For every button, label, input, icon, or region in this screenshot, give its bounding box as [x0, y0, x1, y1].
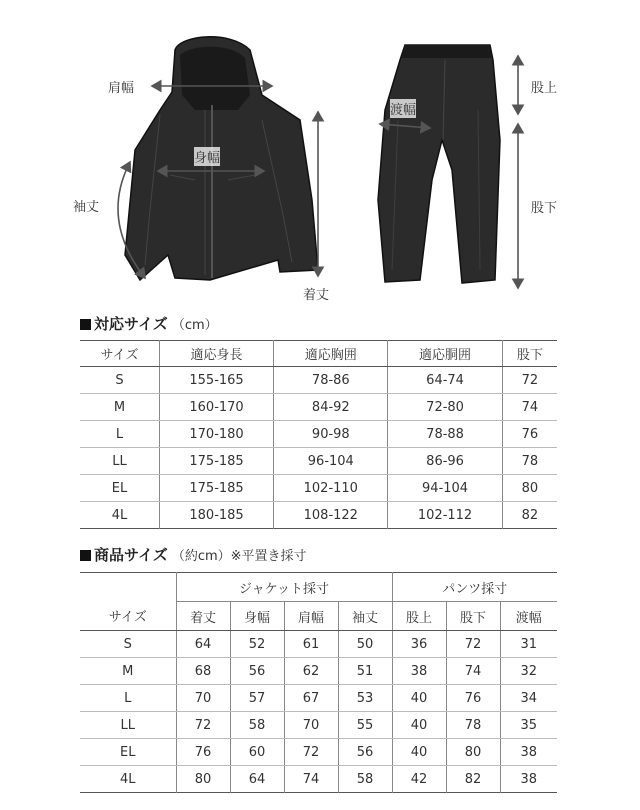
cell: 84-92	[274, 394, 388, 421]
cell: 40	[392, 712, 446, 739]
table-row	[80, 475, 557, 502]
cell: 58	[338, 766, 392, 793]
table-row	[80, 658, 557, 685]
table-row	[80, 421, 557, 448]
cell: 78	[502, 448, 557, 475]
cell: 102-112	[388, 502, 502, 529]
cell: 180-185	[159, 502, 273, 529]
label-sleeve: 袖丈	[73, 200, 100, 215]
cell: 34	[500, 685, 557, 712]
header-cell: 股上	[392, 602, 446, 631]
header-cell: 身幅	[230, 602, 284, 631]
product-size-table	[80, 572, 557, 793]
cell: LL	[80, 712, 176, 739]
cell: 74	[502, 394, 557, 421]
table-row	[80, 448, 557, 475]
table-row	[80, 766, 557, 793]
cell: 76	[502, 421, 557, 448]
cell: 58	[230, 712, 284, 739]
cell: L	[80, 685, 176, 712]
cell: 74	[446, 658, 500, 685]
header-cell: 適応身長	[159, 341, 273, 367]
cell: 40	[392, 739, 446, 766]
header-cell: サイズ	[80, 341, 159, 367]
cell: 51	[338, 658, 392, 685]
cell: 175-185	[159, 448, 273, 475]
table-row	[80, 367, 557, 394]
size-table-title: 対応サイズ （cm）	[80, 313, 218, 334]
cell: 52	[230, 631, 284, 658]
cell: 72	[176, 712, 230, 739]
cell: EL	[80, 739, 176, 766]
cell: 72	[284, 739, 338, 766]
cell: 40	[392, 685, 446, 712]
cell: 78	[446, 712, 500, 739]
square-bullet-icon	[80, 550, 91, 561]
measurement-diagram	[0, 0, 640, 305]
cell: 61	[284, 631, 338, 658]
group-header-pants: パンツ採寸	[392, 573, 557, 602]
cell: 72-80	[388, 394, 502, 421]
pants-image	[378, 45, 500, 283]
cell: 108-122	[274, 502, 388, 529]
product-table-title: 商品サイズ （約cm）※平置き採寸	[80, 544, 307, 565]
cell: 38	[500, 766, 557, 793]
cell: 86-96	[388, 448, 502, 475]
cell: EL	[80, 475, 159, 502]
cell: LL	[80, 448, 159, 475]
cell: 70	[284, 712, 338, 739]
cell: 94-104	[388, 475, 502, 502]
cell: 155-165	[159, 367, 273, 394]
cell: M	[80, 394, 159, 421]
cell: 38	[500, 739, 557, 766]
label-chest: 身幅	[194, 147, 220, 166]
cell: 56	[230, 658, 284, 685]
table-row	[80, 739, 557, 766]
cell: 55	[338, 712, 392, 739]
cell: 57	[230, 685, 284, 712]
header-cell: サイズ	[80, 602, 176, 631]
empty-cell	[80, 573, 176, 602]
cell: 80	[502, 475, 557, 502]
cell: 50	[338, 631, 392, 658]
jacket-image	[125, 37, 318, 280]
cell: 72	[502, 367, 557, 394]
cell: S	[80, 367, 159, 394]
cell: 90-98	[274, 421, 388, 448]
cell: 56	[338, 739, 392, 766]
cell: 170-180	[159, 421, 273, 448]
header-cell: 袖丈	[338, 602, 392, 631]
cell: 70	[176, 685, 230, 712]
cell: M	[80, 658, 176, 685]
header-cell: 股下	[446, 602, 500, 631]
cell: 53	[338, 685, 392, 712]
cell: 36	[392, 631, 446, 658]
cell: 82	[446, 766, 500, 793]
cell: 74	[284, 766, 338, 793]
label-thigh: 渡幅	[390, 99, 416, 118]
cell: 67	[284, 685, 338, 712]
group-header-jacket: ジャケット採寸	[176, 573, 392, 602]
header-cell: 股下	[502, 341, 557, 367]
cell: 4L	[111, 507, 128, 523]
square-bullet-icon	[80, 319, 91, 330]
cell: 62	[284, 658, 338, 685]
cell: 80	[446, 739, 500, 766]
header-cell: 適応胴囲	[388, 341, 502, 367]
table-row	[80, 502, 557, 529]
header-cell: 肩幅	[284, 602, 338, 631]
cell: 38	[392, 658, 446, 685]
cell: 64	[230, 766, 284, 793]
product-figure	[0, 0, 640, 305]
cell: 35	[500, 712, 557, 739]
cell: 96-104	[274, 448, 388, 475]
cell: 42	[392, 766, 446, 793]
label-shoulder: 肩幅	[108, 81, 135, 96]
cell: 64-74	[388, 367, 502, 394]
cell: S	[80, 631, 176, 658]
cell: 175-185	[159, 475, 273, 502]
size-table	[80, 340, 557, 529]
cell: 78-86	[274, 367, 388, 394]
header-cell: 渡幅	[500, 602, 557, 631]
table-row	[80, 712, 557, 739]
label-length: 着丈	[303, 288, 330, 303]
cell: 72	[446, 631, 500, 658]
table-header-row	[80, 602, 557, 631]
table-header-row	[80, 341, 557, 367]
header-cell: 適応胸囲	[274, 341, 388, 367]
table-row	[80, 394, 557, 421]
label-inseam: 股下	[531, 201, 558, 216]
cell: L	[80, 421, 159, 448]
table-row	[80, 631, 557, 658]
cell: 64	[176, 631, 230, 658]
cell: 80	[176, 766, 230, 793]
cell: 160-170	[159, 394, 273, 421]
label-rise: 股上	[531, 81, 558, 96]
cell: 76	[446, 685, 500, 712]
cell: 82	[502, 502, 557, 529]
cell: 60	[230, 739, 284, 766]
cell: 4L	[119, 771, 136, 787]
cell: 68	[176, 658, 230, 685]
cell: 102-110	[274, 475, 388, 502]
table-group-row	[80, 573, 557, 602]
header-cell: 着丈	[176, 602, 230, 631]
table-row	[80, 685, 557, 712]
cell: 31	[500, 631, 557, 658]
cell: 76	[176, 739, 230, 766]
cell: 32	[500, 658, 557, 685]
cell: 78-88	[388, 421, 502, 448]
